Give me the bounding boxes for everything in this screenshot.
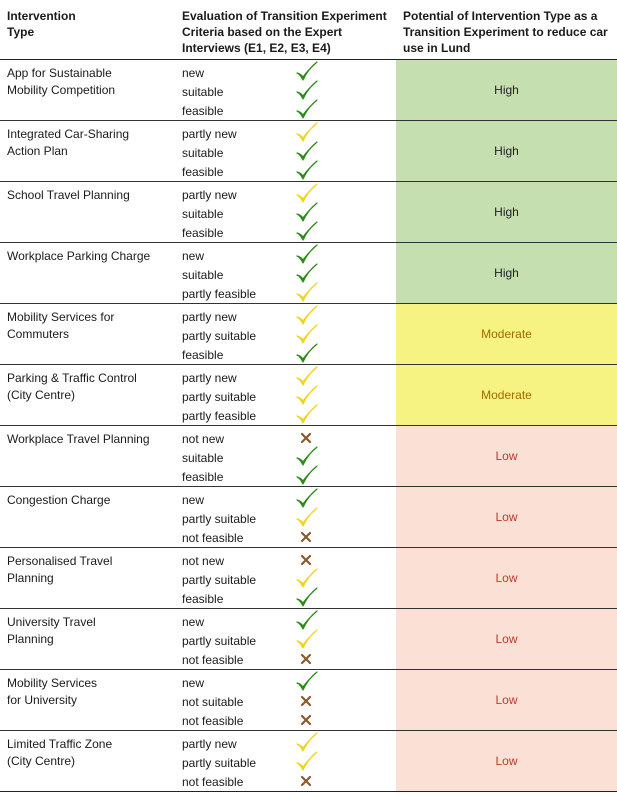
criterion-label: partly feasible xyxy=(182,287,257,301)
table-row xyxy=(0,548,617,609)
check-partial-icon xyxy=(294,305,320,325)
cross-icon xyxy=(294,690,320,710)
criterion-label: new xyxy=(182,249,205,263)
intervention-type: Mobility Services for Commuters xyxy=(7,310,115,341)
criterion-label: partly new xyxy=(182,310,237,324)
intervention-type: Integrated Car-Sharing Action Plan xyxy=(7,127,130,158)
potential-high: High xyxy=(396,121,617,181)
criterion-label: new xyxy=(182,676,205,690)
intervention-type: Mobility Services for University xyxy=(7,676,98,707)
check-partial-icon xyxy=(294,366,320,386)
check-partial-icon xyxy=(294,404,320,424)
criterion-label: new xyxy=(182,493,205,507)
cross-icon xyxy=(294,770,320,790)
check-full-icon xyxy=(294,202,320,222)
check-full-icon xyxy=(294,343,320,363)
criterion-label: partly new xyxy=(182,371,237,385)
table-body xyxy=(0,60,617,792)
check-full-icon xyxy=(294,99,320,119)
criterion-label: partly new xyxy=(182,188,237,202)
table-row xyxy=(0,426,617,487)
header-evaluation-criteria: Evaluation of Transition Experiment Criteria based on the Expert Interviews (E1, E2, E3, E4) xyxy=(182,9,387,55)
check-full-icon xyxy=(294,221,320,241)
cross-icon xyxy=(294,549,320,569)
criterion-label: new xyxy=(182,615,205,629)
criterion-label: suitable xyxy=(182,268,224,282)
intervention-type: Workplace Travel Planning xyxy=(7,432,150,446)
criterion-label: partly suitable xyxy=(182,390,257,404)
criterion-label: feasible xyxy=(182,165,224,179)
criterion-label: not suitable xyxy=(182,695,244,709)
check-full-icon xyxy=(294,610,320,630)
criterion-label: not feasible xyxy=(182,531,244,545)
criterion-label: partly new xyxy=(182,127,237,141)
potential-high: High xyxy=(396,243,617,303)
criterion-label: suitable xyxy=(182,451,224,465)
check-full-icon xyxy=(294,244,320,264)
criterion-label: partly suitable xyxy=(182,573,257,587)
cross-icon xyxy=(294,526,320,546)
criterion-label: not feasible xyxy=(182,775,244,789)
criterion-label: feasible xyxy=(182,104,224,118)
intervention-type: App for Sustainable Mobility Competition xyxy=(7,66,116,97)
check-full-icon xyxy=(294,263,320,283)
check-full-icon xyxy=(294,587,320,607)
check-partial-icon xyxy=(294,324,320,344)
check-partial-icon xyxy=(294,751,320,771)
intervention-type: Personalised Travel Planning xyxy=(7,554,113,585)
potential-low: Low xyxy=(396,487,617,547)
check-full-icon xyxy=(294,80,320,100)
criterion-label: feasible xyxy=(182,470,224,484)
header-potential: Potential of Intervention Type as a Transition Experiment to reduce car use in Lund xyxy=(403,9,608,55)
potential-moderate: Moderate xyxy=(396,365,617,425)
intervention-type: University Travel Planning xyxy=(7,615,96,646)
table-row xyxy=(0,304,617,365)
potential-low: Low xyxy=(396,731,617,791)
header-intervention-type: Intervention Type xyxy=(7,9,76,39)
criterion-label: new xyxy=(182,66,205,80)
check-partial-icon xyxy=(294,385,320,405)
table-header xyxy=(0,0,617,60)
table-row xyxy=(0,670,617,731)
check-full-icon xyxy=(294,671,320,691)
potential-high: High xyxy=(396,60,617,120)
potential-high: High xyxy=(396,182,617,242)
criterion-label: suitable xyxy=(182,207,224,221)
criterion-label: partly suitable xyxy=(182,329,257,343)
table-row xyxy=(0,243,617,304)
intervention-type: Limited Traffic Zone (City Centre) xyxy=(7,737,113,768)
criterion-label: not feasible xyxy=(182,714,244,728)
table-row xyxy=(0,182,617,243)
cross-icon xyxy=(294,427,320,447)
table-row xyxy=(0,60,617,121)
table-row xyxy=(0,365,617,426)
table-row xyxy=(0,609,617,670)
table-row xyxy=(0,121,617,182)
check-full-icon xyxy=(294,446,320,466)
check-partial-icon xyxy=(294,629,320,649)
check-full-icon xyxy=(294,488,320,508)
check-full-icon xyxy=(294,141,320,161)
check-full-icon xyxy=(294,160,320,180)
check-partial-icon xyxy=(294,507,320,527)
check-full-icon xyxy=(294,465,320,485)
criterion-label: suitable xyxy=(182,85,224,99)
criterion-label: feasible xyxy=(182,592,224,606)
criterion-label: not new xyxy=(182,432,225,446)
criterion-label: not new xyxy=(182,554,225,568)
intervention-type: Parking & Traffic Control (City Centre) xyxy=(7,371,137,402)
criterion-label: not feasible xyxy=(182,653,244,667)
table-row xyxy=(0,731,617,792)
criterion-label: partly new xyxy=(182,737,237,751)
cross-icon xyxy=(294,648,320,668)
intervention-type: Congestion Charge xyxy=(7,493,111,507)
criterion-label: partly suitable xyxy=(182,634,257,648)
check-full-icon xyxy=(294,61,320,81)
potential-low: Low xyxy=(396,548,617,608)
criterion-label: partly suitable xyxy=(182,756,257,770)
potential-moderate: Moderate xyxy=(396,304,617,364)
cross-icon xyxy=(294,709,320,729)
intervention-type: School Travel Planning xyxy=(7,188,130,202)
check-partial-icon xyxy=(294,282,320,302)
criterion-label: partly suitable xyxy=(182,512,257,526)
potential-low: Low xyxy=(396,426,617,486)
check-partial-icon xyxy=(294,183,320,203)
criterion-label: suitable xyxy=(182,146,224,160)
potential-low: Low xyxy=(396,670,617,730)
intervention-type: Workplace Parking Charge xyxy=(7,249,151,263)
check-partial-icon xyxy=(294,122,320,142)
potential-low: Low xyxy=(396,609,617,669)
criterion-label: feasible xyxy=(182,348,224,362)
table-row xyxy=(0,487,617,548)
check-partial-icon xyxy=(294,732,320,752)
check-partial-icon xyxy=(294,568,320,588)
criterion-label: feasible xyxy=(182,226,224,240)
criterion-label: partly feasible xyxy=(182,409,257,423)
